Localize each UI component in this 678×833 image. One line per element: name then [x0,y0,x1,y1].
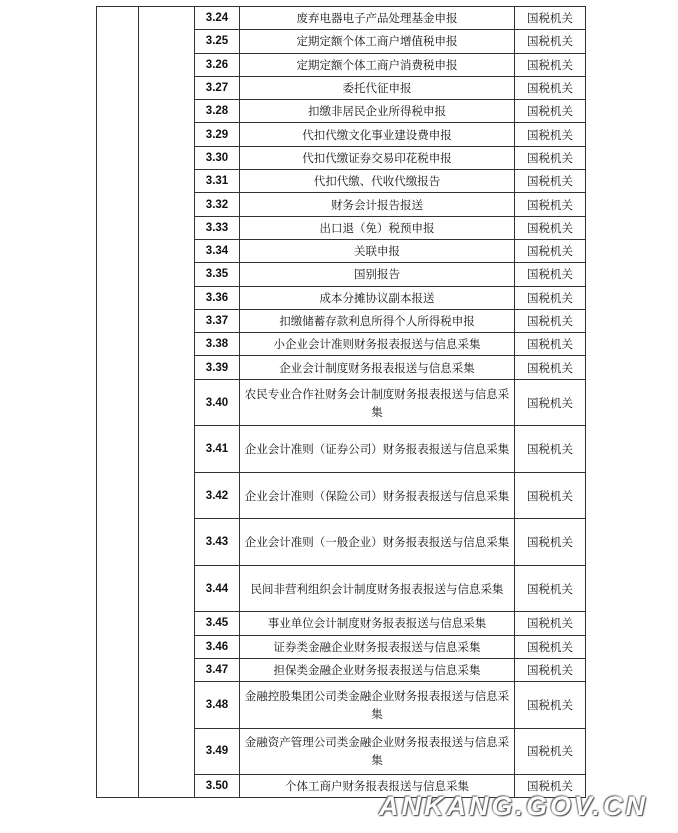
item-number: 3.39 [195,356,240,379]
item-name: 事业单位会计制度财务报表报送与信息采集 [240,612,515,635]
item-name: 小企业会计准则财务报表报送与信息采集 [240,333,515,356]
item-number: 3.36 [195,286,240,309]
item-authority: 国税机关 [515,216,586,239]
item-name: 国别报告 [240,263,515,286]
item-number: 3.48 [195,682,240,729]
item-authority: 国税机关 [515,239,586,262]
item-authority: 国税机关 [515,100,586,123]
item-name: 定期定额个体工商户消费税申报 [240,53,515,76]
item-number: 3.43 [195,519,240,566]
item-number: 3.42 [195,472,240,519]
item-authority: 国税机关 [515,7,586,30]
item-authority: 国税机关 [515,379,586,426]
item-name: 扣缴储蓄存款利息所得个人所得税申报 [240,309,515,332]
item-authority: 国税机关 [515,519,586,566]
item-name: 成本分摊协议副本报送 [240,286,515,309]
item-number: 3.32 [195,193,240,216]
item-authority: 国税机关 [515,565,586,612]
item-name: 代扣代缴、代收代缴报告 [240,170,515,193]
item-name: 委托代征申报 [240,76,515,99]
item-authority: 国税机关 [515,263,586,286]
item-name: 农民专业合作社财务会计制度财务报表报送与信息采集 [240,379,515,426]
item-number: 3.44 [195,565,240,612]
item-number: 3.38 [195,333,240,356]
item-authority: 国税机关 [515,193,586,216]
item-number: 3.41 [195,426,240,473]
item-name: 财务会计报告报送 [240,193,515,216]
item-number: 3.24 [195,7,240,30]
item-authority: 国税机关 [515,356,586,379]
item-name: 企业会计准则（保险公司）财务报表报送与信息采集 [240,472,515,519]
item-authority: 国税机关 [515,635,586,658]
item-authority: 国税机关 [515,472,586,519]
item-number: 3.37 [195,309,240,332]
service-table [96,6,586,798]
item-name: 担保类金融企业财务报表报送与信息采集 [240,658,515,681]
item-authority: 国税机关 [515,333,586,356]
item-number: 3.29 [195,123,240,146]
item-number: 3.31 [195,170,240,193]
item-authority: 国税机关 [515,309,586,332]
item-authority: 国税机关 [515,728,586,775]
item-authority: 国税机关 [515,612,586,635]
item-number: 3.47 [195,658,240,681]
item-authority: 国税机关 [515,30,586,53]
category-cell [97,7,139,798]
item-name: 金融控股集团公司类金融企业财务报表报送与信息采集 [240,682,515,729]
item-number: 3.40 [195,379,240,426]
item-name: 民间非营利组织会计制度财务报表报送与信息采集 [240,565,515,612]
item-number: 3.50 [195,775,240,798]
table-row [97,7,586,30]
item-name: 出口退（免）税预申报 [240,216,515,239]
item-name: 关联申报 [240,239,515,262]
item-name: 金融资产管理公司类金融企业财务报表报送与信息采集 [240,728,515,775]
item-authority: 国税机关 [515,123,586,146]
item-authority: 国税机关 [515,76,586,99]
item-name: 企业会计准则（一般企业）财务报表报送与信息采集 [240,519,515,566]
item-number: 3.25 [195,30,240,53]
item-name: 代扣代缴证券交易印花税申报 [240,146,515,169]
item-name: 定期定额个体工商户增值税申报 [240,30,515,53]
item-authority: 国税机关 [515,286,586,309]
item-number: 3.33 [195,216,240,239]
item-name: 企业会计准则（证券公司）财务报表报送与信息采集 [240,426,515,473]
item-name: 代扣代缴文化事业建设费申报 [240,123,515,146]
item-name: 证券类金融企业财务报表报送与信息采集 [240,635,515,658]
item-number: 3.26 [195,53,240,76]
item-name: 废弃电器电子产品处理基金申报 [240,7,515,30]
item-authority: 国税机关 [515,775,586,798]
table-body [97,7,586,798]
site-watermark: ANKANG.GOV.CN [378,791,648,821]
item-number: 3.45 [195,612,240,635]
item-authority: 国税机关 [515,146,586,169]
item-number: 3.30 [195,146,240,169]
subcategory-cell [139,7,195,798]
item-authority: 国税机关 [515,170,586,193]
item-name: 扣缴非居民企业所得税申报 [240,100,515,123]
item-authority: 国税机关 [515,426,586,473]
item-name: 个体工商户财务报表报送与信息采集 [240,775,515,798]
item-number: 3.46 [195,635,240,658]
item-authority: 国税机关 [515,658,586,681]
item-number: 3.34 [195,239,240,262]
item-number: 3.35 [195,263,240,286]
item-authority: 国税机关 [515,682,586,729]
item-authority: 国税机关 [515,53,586,76]
item-name: 企业会计制度财务报表报送与信息采集 [240,356,515,379]
item-number: 3.27 [195,76,240,99]
item-number: 3.28 [195,100,240,123]
item-number: 3.49 [195,728,240,775]
